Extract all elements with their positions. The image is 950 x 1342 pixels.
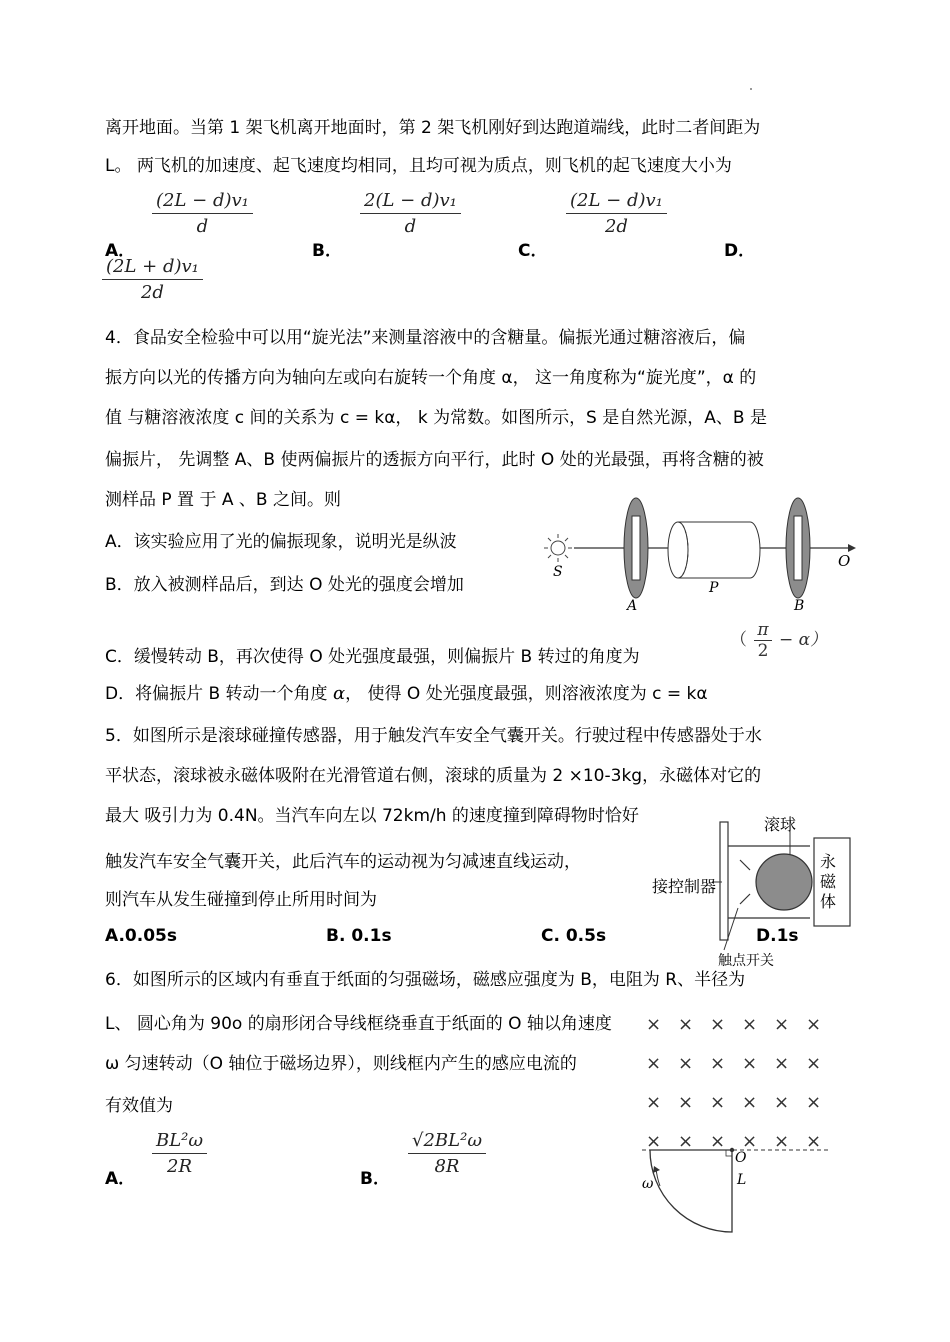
q4-option-d (105, 682, 708, 706)
q6-option-a-label: A． (105, 1169, 136, 1189)
field-cross-icon: × (678, 1014, 694, 1035)
q3-option-d-den: 2d (140, 282, 164, 303)
field-cross-icon: × (678, 1092, 694, 1113)
field-cross-icon: × (742, 1131, 758, 1152)
q5-line-4: 触发汽车安全气囊开关，此后汽车的运动视为匀减速直线运动， (105, 852, 581, 872)
q5-line-3: 最大 吸引力为 0.4N。当汽车向左以 72km/h 的速度撞到障碍物时恰好 (105, 806, 639, 826)
q6-option-a-den: 2R (167, 1156, 193, 1177)
label-p: P (709, 580, 719, 596)
field-cross-icon: × (678, 1053, 694, 1074)
q4-option-d-alpha: α (332, 683, 346, 704)
field-cross-icon: × (678, 1131, 694, 1152)
q6-option-a-num: BL²ω (152, 1130, 207, 1154)
q5-line-5: 则汽车从发生碰撞到停止所用时间为 (105, 890, 377, 910)
q4-option-d-post: ， 使得 O 处光强度最强，则溶液浓度为 c = kα (345, 684, 708, 704)
formula-minus-alpha: − α） (779, 630, 828, 650)
q6-option-a-formula (152, 1130, 207, 1177)
field-cross-icon: × (742, 1092, 758, 1113)
q3-option-b-den: d (404, 216, 417, 237)
q4-option-a: A．该实验应用了光的偏振现象，说明光是纵波 (105, 532, 457, 552)
q3-option-a-label: A． (105, 241, 136, 261)
label-b: B (794, 598, 805, 614)
q3-option-c-formula (566, 190, 667, 237)
label-ball: 滚球 (764, 815, 797, 834)
rolling-ball (756, 854, 812, 910)
field-cross-icon: × (646, 1053, 662, 1074)
page-dot (750, 88, 752, 90)
q5-line-2: 平状态，滚球被永磁体吸附在光滑管道右侧，滚球的质量为 2 ×10-3kg，永磁体对它的 (105, 766, 762, 786)
field-cross-icon: × (774, 1053, 790, 1074)
label-l: L (737, 1172, 747, 1188)
field-cross-icon: × (806, 1092, 822, 1113)
label-omega: ω (642, 1176, 654, 1192)
polarizer-a (624, 498, 648, 598)
field-cross-icon: × (806, 1053, 822, 1074)
light-source-icon (544, 534, 572, 562)
q5-option-c: C. 0.5s (541, 926, 607, 946)
q4-option-c-formula (730, 620, 827, 661)
field-cross-icon: × (710, 1131, 726, 1152)
field-cross-icon: × (646, 1131, 662, 1152)
formula-pi: π (754, 620, 771, 641)
field-cross-icon: × (742, 1053, 758, 1074)
q3-option-c-label: C． (518, 241, 548, 261)
field-cross-icon: × (774, 1131, 790, 1152)
q3-option-a-den: d (196, 216, 209, 237)
field-cross-icon: × (710, 1014, 726, 1035)
magnetic-field-grid (646, 1014, 836, 1154)
field-cross-icon: × (806, 1131, 822, 1152)
q3-option-a-formula (152, 190, 253, 237)
field-cross-icon: × (774, 1014, 790, 1035)
polarizer-diagram (540, 494, 860, 624)
q4-option-c: C．缓慢转动 B，再次使得 O 处光强度最强，则偏振片 B 转过的角度为 (105, 647, 640, 667)
field-cross-icon: × (646, 1092, 662, 1113)
q3-option-b-formula (360, 190, 461, 237)
formula-two: 2 (757, 641, 769, 661)
label-magnet: 永磁体 (820, 852, 837, 911)
q3-option-d-num: (2L + d)v₁ (102, 256, 203, 280)
q6-option-b-label: B． (360, 1169, 390, 1189)
q6-line-2: L、 圆心角为 90o 的扇形闭合导线框绕垂直于纸面的 O 轴以角速度 (105, 1014, 612, 1034)
q4-line-3: 值 与糖溶液浓度 c 间的关系为 c = kα， k 为常数。如图所示，S 是自然光源，A、B 是 (105, 408, 767, 428)
q4-line-2: 振方向以光的传播方向为轴向左或向右旋转一个角度 α， 这一角度称为“旋光度”，α 的 (105, 368, 757, 388)
q6-option-b-num: √2BL²ω (408, 1130, 486, 1154)
label-controller: 接控制器 (652, 877, 717, 896)
formula-open-paren: （ (730, 630, 747, 650)
label-a: A (627, 598, 638, 614)
q4-line-1: 4．食品安全检验中可以用“旋光法”来测量溶液中的含糖量。偏振光通过糖溶液后，偏 (105, 328, 746, 348)
q3-option-a-num: (2L − d)v₁ (152, 190, 253, 214)
label-o-axis: O (735, 1150, 747, 1166)
field-cross-icon: × (742, 1014, 758, 1035)
q6-line-1: 6．如图所示的区域内有垂直于纸面的匀强磁场，磁感应强度为 B，电阻为 R、半径为 (105, 970, 746, 990)
q3-line-2: L。 两飞机的加速度、起飞速度均相同，且均可视为质点，则飞机的起飞速度大小为 (105, 156, 732, 176)
q3-option-d-formula (102, 256, 203, 303)
q4-option-d-pre: D．将偏振片 B 转动一个角度 (105, 684, 333, 704)
q5-option-b: B. 0.1s (326, 926, 392, 946)
q3-line-1: 离开地面。当第 1 架飞机离开地面时，第 2 架飞机刚好到达跑道端线，此时二者间距为 (105, 118, 761, 138)
axis-arrow-icon (848, 544, 856, 552)
q6-line-4: 有效值为 (105, 1096, 173, 1116)
sample-tube-p (668, 522, 760, 578)
sector-loop (650, 1150, 732, 1232)
q5-option-a: A.0.05s (105, 926, 177, 946)
q3-option-c-den: 2d (604, 216, 628, 237)
q4-line-4: 偏振片， 先调整 A、B 使两偏振片的透振方向平行，此时 O 处的光最强，再将含糖的被 (105, 450, 764, 470)
q3-option-c-num: (2L − d)v₁ (566, 190, 667, 214)
field-cross-icon: × (710, 1092, 726, 1113)
polarizer-b (786, 498, 810, 598)
q3-option-b-num: 2(L − d)v₁ (360, 190, 461, 214)
q6-line-3: ω 匀速转动（O 轴位于磁场边界），则线框内产生的感应电流的 (105, 1054, 577, 1074)
q6-option-b-den: 8R (434, 1156, 460, 1177)
q4-option-b: B．放入被测样品后，到达 O 处光的强度会增加 (105, 575, 464, 595)
field-cross-icon: × (710, 1053, 726, 1074)
q3-option-b-label: B． (312, 241, 342, 261)
field-cross-icon: × (646, 1014, 662, 1035)
field-cross-icon: × (774, 1092, 790, 1113)
label-o: O (838, 552, 851, 570)
q6-option-b-formula (408, 1130, 486, 1177)
q4-line-5: 测样品 P 置 于 A 、B 之间。则 (105, 490, 341, 510)
label-switch: 触点开关 (718, 953, 774, 969)
q5-line-1: 5．如图所示是滚球碰撞传感器，用于触发汽车安全气囊开关。行驶过程中传感器处于水 (105, 726, 762, 746)
field-cross-icon: × (806, 1014, 822, 1035)
q5-option-d: D.1s (756, 926, 799, 946)
label-s: S (553, 564, 563, 580)
q3-option-d-label: D． (724, 241, 756, 261)
